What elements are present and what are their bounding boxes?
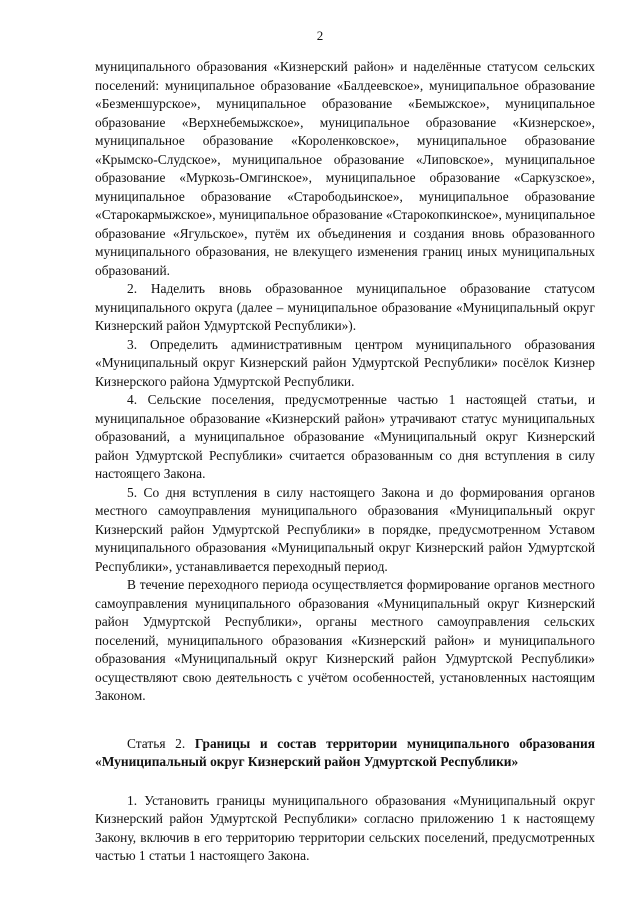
paragraph-continuation: муниципального образования «Кизнерский район» и наделённые статусом сельских поселений: муниципальное образование «Балдеевское», муниципальное образование «Безменшурское», муниципальное образование «Бемыжское», муниципальное образование «Верхнебемыжское», муниципальное образование «Кизнерское», муниципальное образование «Короленковское», муниципальное образование «Крымско-Слудское», муниципальное образование «Липовское», муниципальное образование «Муркозь-Омгинское», муниципальное образование «Саркузское», муниципальное образование «Старободьинское», муниципальное образование «Старокармыжское», муниципальное образование «Старокопкинское», муниципальное образование «Ягульское», путём их объединения и создания вновь образованного муниципального образования, не влекущего изменения границ иных муниципальных образований. <box>95 59 596 278</box>
paragraph-item-4: 4. Сельские поселения, предусмотренные частью 1 настоящей статьи, и муниципальное образование «Кизнерский район» утрачивают статус муниципальных образований, а муниципальное образование «Муниципальный округ Кизнерский район Удмуртской Республики» считается образованным со дня вступления в силу настоящего Закона. <box>95 392 595 481</box>
document-body <box>95 58 595 866</box>
paragraph-article2-item-1: 1. Установить границы муниципального образования «Муниципальный округ Кизнерский район Удмуртской Республики» согласно приложению 1 к настоящему Закону, включив в его территорию территории сельских поселений, предусмотренных частью 1 статьи 1 настоящего Закона. <box>95 792 595 863</box>
paragraph-item-5: 5. Со дня вступления в силу настоящего Закона и до формирования органов местного самоуправления муниципального образования «Муниципальный округ Кизнерский район Удмуртской Республики» в порядке, предусмотренном Уставом муниципального образования «Муниципальный округ Кизнерский район Удмуртской Республики», устанавливается переходный период. <box>95 484 595 574</box>
paragraph-item-2: 2. Наделить вновь образованное муниципальное образование статусом муниципального округа (далее – муниципальное образование «Муниципальный округ Кизнерский район Удмуртской Республики»). <box>95 281 595 333</box>
article-heading <box>95 735 595 772</box>
article-title: Границы и состав территории муниципального образования «Муниципальный округ Кизнерский район Удмуртской Республики» <box>95 735 595 769</box>
paragraph-item-3: 3. Определить административным центром муниципального образования «Муниципальный округ Кизнерский район Удмуртской Республики» посёлок Кизнер Кизнерского района Удмуртской Республики. <box>95 336 595 389</box>
page-number: 2 <box>316 28 324 43</box>
article-number: Статья 2. <box>127 735 195 751</box>
paragraph-transition-period: В течение переходного периода осуществляется формирование органов местного самоуправления муниципального образования «Муниципальный округ Кизнерский район Удмуртской Республики», органы местного самоуправления сельских поселений, муниципального образования «Кизнерский район» и муниципального образования «Муниципальный округ Кизнерский район Удмуртской Республики» осуществляют свою деятельность с учётом особенностей, установленных настоящим Законом. <box>95 577 595 703</box>
spacer <box>95 772 595 792</box>
spacer <box>95 706 595 735</box>
